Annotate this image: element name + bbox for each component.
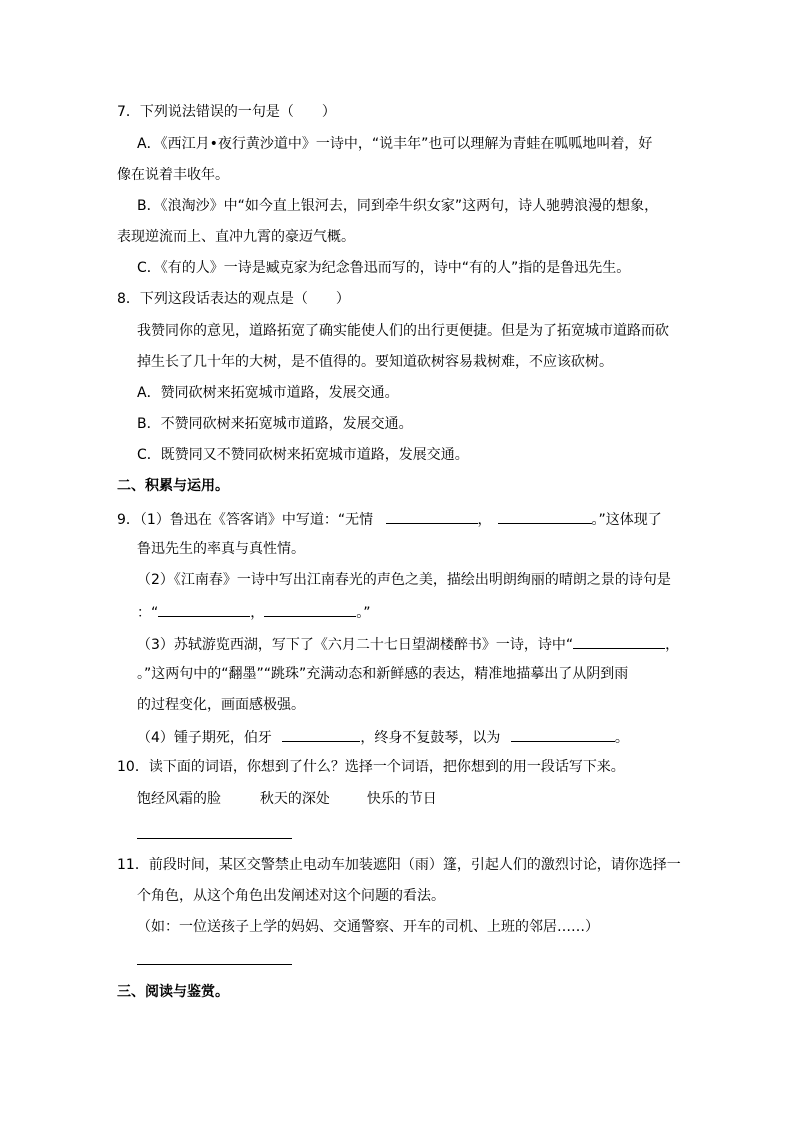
q9-part3-blank1[interactable] bbox=[573, 634, 665, 649]
q9-part1-line1 bbox=[117, 509, 662, 529]
q9-part1-prefix: 9．（1）鲁迅在《答客诮》中写道：“无情 bbox=[117, 512, 374, 528]
q9-part2-suffix: 。” bbox=[356, 605, 371, 621]
q11-answer-line[interactable] bbox=[137, 964, 292, 965]
q10-answer-line[interactable] bbox=[137, 838, 292, 839]
q9-part4-middle: ，终身不复鼓琴，以为 bbox=[360, 730, 501, 746]
q9-part4-line bbox=[137, 727, 629, 747]
q9-part2-comma: ， bbox=[250, 605, 265, 621]
q7-option-a-line2: 像在说着丰收年。 bbox=[117, 167, 229, 183]
q7-option-c: C．《有的人》一诗是臧克家为纪念鲁迅而写的，诗中“有的人”指的是鲁迅先生。 bbox=[137, 260, 631, 276]
q9-part2-line1: （2）《江南春》一诗中写出江南春光的声色之美，描绘出明朗绚丽的晴朗之景的诗句是 bbox=[137, 572, 671, 588]
q8-option-a: A．赞同砍树来拓宽城市道路，发展交通。 bbox=[137, 385, 399, 401]
q9-part1-suffix: 。”这体现了 bbox=[591, 512, 662, 528]
q9-part3-line2: 。”这两句中的“翻墨”“跳珠”充满动态和新鲜感的表达，精准地描摹出了从阴到雨 bbox=[137, 666, 629, 682]
q9-part3-prefix: （3）苏轼游览西湖，写下了《六月二十七日望湖楼醉书》一诗，诗中“ bbox=[137, 637, 574, 653]
q10-word-3: 快乐的节日 bbox=[366, 791, 437, 807]
q11-stem-line2: 个角色，从这个角色出发阐述对这个问题的看法。 bbox=[137, 888, 445, 904]
q7-stem: 7．下列说法错误的一句是（ ） bbox=[117, 104, 336, 120]
q7-option-b-line2: 表现逆流而上、直冲九霄的豪迈气概。 bbox=[117, 229, 355, 245]
q9-part4-prefix: （4）锺子期死，伯牙 bbox=[137, 730, 272, 746]
q9-part4-blank1[interactable] bbox=[282, 727, 360, 742]
q8-passage-line1: 我赞同你的意见，道路拓宽了确实能使人们的出行更便捷。但是为了拓宽城市道路而砍 bbox=[137, 323, 669, 339]
section-heading-3: 三、阅读与鉴赏。 bbox=[117, 984, 229, 1000]
q9-part3-comma: ， bbox=[665, 637, 680, 653]
q9-part3-line1 bbox=[137, 634, 679, 654]
q11-hint: （如：一位送孩子上学的妈妈、交通警察、开车的司机、上班的邻居……） bbox=[137, 919, 599, 935]
q7-option-b-line1: B．《浪淘沙》中“如今直上银河去，同到牵牛织女家”这两句，诗人驰骋浪漫的想象， bbox=[137, 198, 659, 214]
q10-stem: 10．读下面的词语，你想到了什么？选择一个词语，把你想到的用一段话写下来。 bbox=[117, 759, 625, 775]
q9-part1-blank2[interactable] bbox=[498, 509, 592, 524]
q9-part2-blank2[interactable] bbox=[264, 602, 356, 617]
q8-stem: 8．下列这段话表达的观点是（ ） bbox=[117, 291, 350, 307]
q9-part4-suffix: 。 bbox=[614, 730, 629, 746]
q8-option-c: C．既赞同又不赞同砍树来拓宽城市道路，发展交通。 bbox=[137, 447, 469, 463]
q8-passage-line2: 掉生长了几十年的大树，是不值得的。要知道砍树容易栽树难，不应该砍树。 bbox=[137, 354, 613, 370]
q7-option-a-line1: A．《西江月•夜行黄沙道中》一诗中，“说丰年”也可以理解为青蛙在呱呱地叫着，好 bbox=[137, 136, 653, 152]
q9-part2-blank1[interactable] bbox=[158, 602, 250, 617]
q11-stem-line1: 11．前段时间，某区交警禁止电动车加装遮阳（雨）篷，引起人们的激烈讨论，请你选择一 bbox=[117, 857, 681, 873]
q9-part1-blank1[interactable] bbox=[386, 509, 478, 524]
q10-word-list bbox=[137, 790, 437, 808]
q9-part2-prefix: ：“ bbox=[137, 605, 159, 621]
q8-option-b: B．不赞同砍树来拓宽城市道路，发展交通。 bbox=[137, 416, 413, 432]
q10-word-2: 秋天的深处 bbox=[259, 791, 330, 807]
q9-part2-line2 bbox=[137, 602, 371, 622]
q9-part4-blank2[interactable] bbox=[511, 727, 615, 742]
q10-word-1: 饱经风霜的脸 bbox=[137, 791, 221, 807]
q9-part1-comma: ， bbox=[477, 512, 492, 528]
q9-part1-line2: 鲁迅先生的率真与真性情。 bbox=[137, 541, 305, 557]
q9-part3-line3: 的过程变化，画面感极强。 bbox=[137, 697, 305, 713]
section-heading-2: 二、积累与运用。 bbox=[117, 478, 229, 494]
